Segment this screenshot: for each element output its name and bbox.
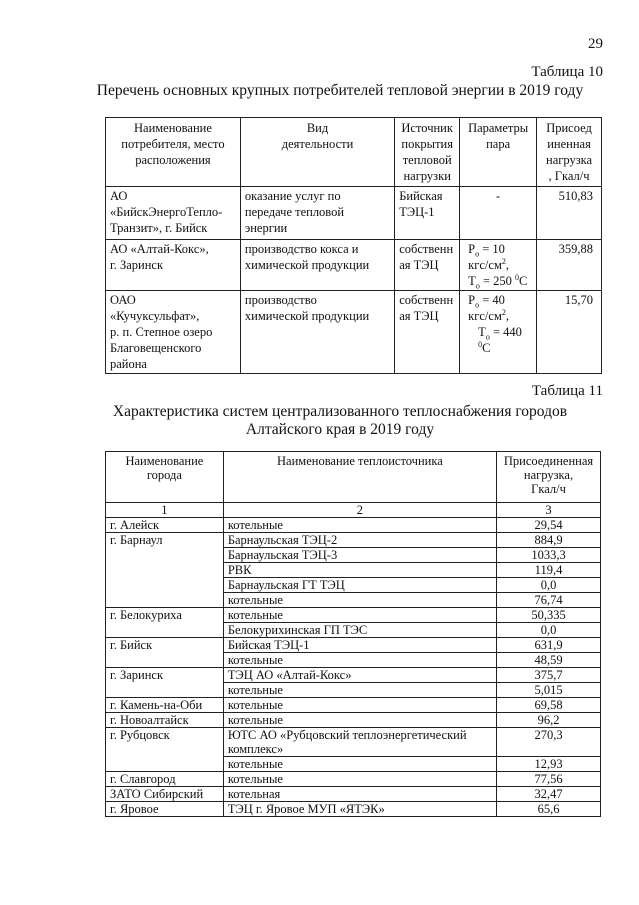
- table10-header-activity: Вид деятельности: [240, 118, 394, 187]
- consumer-source: собственн ая ТЭЦ: [395, 240, 460, 291]
- heat-source-name: Барнаульская ТЭЦ-2: [223, 533, 496, 548]
- consumer-params: -: [460, 187, 537, 240]
- table-row: [106, 518, 601, 533]
- connected-load: 69,58: [497, 698, 601, 713]
- heat-source-name: Барнаульская ГТ ТЭЦ: [223, 578, 496, 593]
- city-name: г. Барнаул: [106, 533, 224, 608]
- connected-load: 77,56: [497, 772, 601, 787]
- heat-source-name: котельные: [223, 757, 496, 772]
- heat-source-name: котельные: [223, 593, 496, 608]
- column-index: 3: [497, 503, 601, 518]
- city-name: г. Белокуриха: [106, 608, 224, 638]
- table-row: [106, 533, 601, 548]
- heat-source-name: котельные: [223, 698, 496, 713]
- connected-load: 0,0: [497, 623, 601, 638]
- table11-header-load: Присоединенная нагрузка, Гкал/ч: [497, 452, 601, 503]
- table10-caption: Таблица 10: [531, 64, 603, 80]
- table11-caption: Таблица 11: [531, 383, 603, 399]
- table10-header-row: [106, 118, 602, 187]
- table10-header-source: Источник покрытия тепловой нагрузки: [395, 118, 460, 187]
- table11-header-row: [106, 452, 601, 503]
- table-row: [106, 608, 601, 623]
- heat-source-name: ТЭЦ АО «Алтай-Кокс»: [223, 668, 496, 683]
- city-name: г. Славгород: [106, 772, 224, 787]
- table10-header-load: Присоед иненная нагрузка , Гкал/ч: [537, 118, 602, 187]
- connected-load: 65,6: [497, 802, 601, 817]
- heat-source-name: котельные: [223, 683, 496, 698]
- connected-load: 270,3: [497, 728, 601, 757]
- heat-source-name: ТЭЦ г. Яровое МУП «ЯТЭК»: [223, 802, 496, 817]
- consumer-load: 15,70: [537, 291, 602, 374]
- heat-source-name: котельные: [223, 713, 496, 728]
- connected-load: 29,54: [497, 518, 601, 533]
- page-number: 29: [588, 36, 603, 52]
- city-name: ЗАТО Сибирский: [106, 787, 224, 802]
- heat-source-name: Бийская ТЭЦ-1: [223, 638, 496, 653]
- table11: [105, 451, 601, 817]
- heat-source-name: Барнаульская ТЭЦ-3: [223, 548, 496, 563]
- consumer-name: АО «Алтай-Кокс», г. Заринск: [106, 240, 241, 291]
- connected-load: 12,93: [497, 757, 601, 772]
- table-row: [106, 772, 601, 787]
- heat-source-name: РВК: [223, 563, 496, 578]
- column-index: 1: [106, 503, 224, 518]
- city-name: г. Яровое: [106, 802, 224, 817]
- table10-title: Перечень основных крупных потребителей тепловой энергии в 2019 году: [96, 82, 584, 99]
- table-row: [106, 802, 601, 817]
- consumer-source: Бийская ТЭЦ-1: [395, 187, 460, 240]
- connected-load: 32,47: [497, 787, 601, 802]
- consumer-source: собственн ая ТЭЦ: [395, 291, 460, 374]
- table11-title-line2: Алтайского края в 2019 году: [245, 421, 435, 438]
- connected-load: 5,015: [497, 683, 601, 698]
- table-row: [106, 291, 602, 374]
- table11-title-line1: Характеристика систем централизованного теплоснабжения городов: [112, 403, 568, 420]
- connected-load: 631,9: [497, 638, 601, 653]
- city-name: г. Алейск: [106, 518, 224, 533]
- heat-source-name: котельные: [223, 518, 496, 533]
- connected-load: 119,4: [497, 563, 601, 578]
- column-index: 2: [223, 503, 496, 518]
- consumer-load: 359,88: [537, 240, 602, 291]
- city-name: г. Заринск: [106, 668, 224, 698]
- heat-source-name: котельные: [223, 653, 496, 668]
- connected-load: 48,59: [497, 653, 601, 668]
- consumer-params: $P_о = 40$ кгс/$см^2$, $T_о = 440$ $^0$C: [460, 291, 537, 374]
- connected-load: 96,2: [497, 713, 601, 728]
- table-row: [106, 240, 602, 291]
- heat-source-name: котельные: [223, 772, 496, 787]
- heat-source-name: котельная: [223, 787, 496, 802]
- city-name: г. Новоалтайск: [106, 713, 224, 728]
- connected-load: 884,9: [497, 533, 601, 548]
- heat-source-name: ЮТС АО «Рубцовский теплоэнергетический комплекс»: [223, 728, 496, 757]
- table11-header-source: Наименование теплоисточника: [223, 452, 496, 503]
- heat-source-name: котельные: [223, 608, 496, 623]
- connected-load: 375,7: [497, 668, 601, 683]
- table-row: [106, 698, 601, 713]
- table10-header-params: Параметры пара: [460, 118, 537, 187]
- table-row: [106, 668, 601, 683]
- connected-load: 76,74: [497, 593, 601, 608]
- consumer-activity: оказание услуг по передаче тепловой энергии: [240, 187, 394, 240]
- connected-load: 50,335: [497, 608, 601, 623]
- consumer-name: АО «БийскЭнергоТепло- Транзит», г. Бийск: [106, 187, 241, 240]
- city-name: г. Камень-на-Оби: [106, 698, 224, 713]
- table11-body: [106, 518, 601, 817]
- table-row: [106, 728, 601, 757]
- heat-source-name: Белокурихинская ГП ТЭС: [223, 623, 496, 638]
- consumer-activity: производство кокса и химической продукции: [240, 240, 394, 291]
- connected-load: 0,0: [497, 578, 601, 593]
- table-row: [106, 187, 602, 240]
- consumer-name: ОАО «Кучуксульфат», р. п. Степное озеро Благовещенского района: [106, 291, 241, 374]
- city-name: г. Бийск: [106, 638, 224, 668]
- table10-header-name: Наименование потребителя, место расположения: [106, 118, 241, 187]
- table-row: [106, 638, 601, 653]
- city-name: г. Рубцовск: [106, 728, 224, 772]
- table-row: [106, 787, 601, 802]
- connected-load: 1033,3: [497, 548, 601, 563]
- table-row: [106, 713, 601, 728]
- consumer-activity: производство химической продукции: [240, 291, 394, 374]
- table10: [105, 117, 602, 374]
- consumer-params: $P_о = 10$ кгс/$см^2$, $T_о = 250$ $^0$C: [460, 240, 537, 291]
- table11-header-city: Наименование города: [106, 452, 224, 503]
- table11-index-row: [106, 503, 601, 518]
- consumer-load: 510,83: [537, 187, 602, 240]
